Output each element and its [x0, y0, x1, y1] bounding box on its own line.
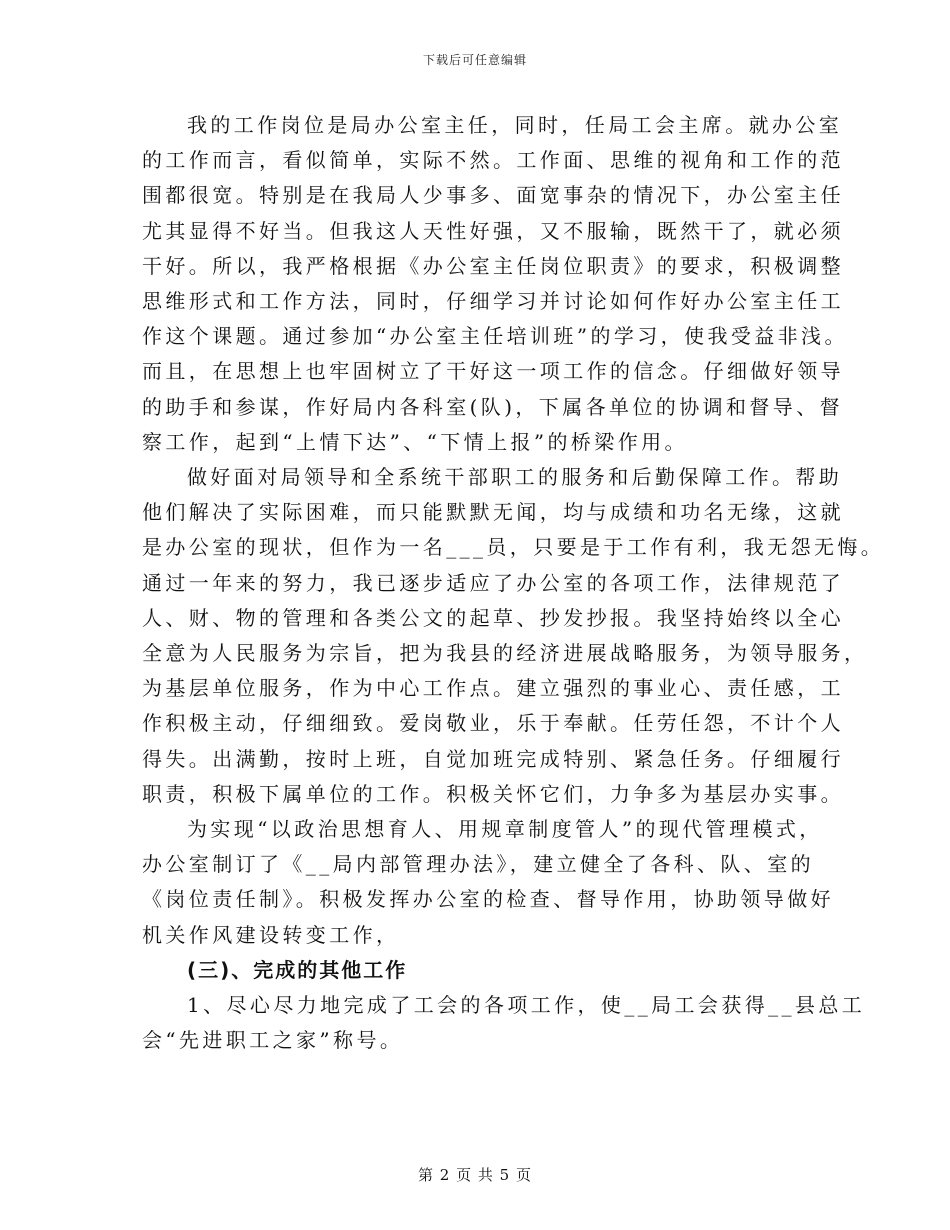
text-line: 办公室制订了《__局内部管理办法》，建立健全了各科、队、室的 — [142, 852, 814, 877]
text-line: 干好。所以，我严格根据《办公室主任岗位职责》的要求，积极调整 — [142, 253, 844, 278]
text-line: 的工作而言，看似简单，实际不然。工作面、思维的视角和工作的范 — [142, 148, 844, 173]
text-line: 他们解决了实际困难，而只能默默无闻，均与成绩和功名无缘，这就 — [142, 500, 844, 525]
text-line: 察工作，起到“上情下达”、“下情上报”的桥梁作用。 — [142, 429, 688, 454]
text-line: 机关作风建设转变工作， — [142, 922, 400, 947]
text-line: 职责，积极下属单位的工作。积极关怀它们，力争多为基层办实事。 — [142, 781, 844, 806]
text-line: 是办公室的现状，但作为一名___员，只要是于工作有利，我无怨无悔。 — [142, 535, 885, 560]
text-line: 思维形式和工作方法，同时，仔细学习并讨论如何作好办公室主任工 — [142, 289, 844, 314]
text-line: 我的工作岗位是局办公室主任，同时，任局工会主席。就办公室 — [187, 113, 843, 137]
page-number: 第 2 页 共 5 页 — [418, 1166, 532, 1184]
text-line: 作积极主动，仔细细致。爱岗敬业，乐于奉献。任劳任怨，不计个人 — [142, 711, 844, 736]
section-heading: (三)、完成的其他工作 — [187, 957, 408, 982]
text-line: 做好面对局领导和全系统干部职工的服务和后勤保障工作。帮助 — [187, 465, 843, 490]
text-line: 会“先进职工之家”称号。 — [142, 1028, 404, 1053]
text-line: 得失。出满勤，按时上班，自觉加班完成特别、紧急任务。仔细履行 — [142, 746, 844, 771]
text-line: 《岗位责任制》。积极发挥办公室的检查、督导作用，协助领导做好 — [142, 887, 834, 912]
text-line: 通过一年来的努力，我已逐步适应了办公室的各项工作，法律规范了 — [142, 570, 844, 595]
text-line: 1、尽心尽力地完成了工会的各项工作，使__局工会获得__县总工 — [187, 993, 866, 1018]
text-line: 而且，在思想上也牢固树立了干好这一项工作的信念。仔细做好领导 — [142, 359, 844, 384]
text-line: 尤其显得不好当。但我这人天性好强，又不服输，既然干了，就必须 — [142, 218, 844, 243]
text-line: 围都很宽。特别是在我局人少事多、面宽事杂的情况下，办公室主任 — [142, 183, 844, 208]
text-line: 的助手和参谋，作好局内各科室(队)，下属各单位的协调和督导、督 — [142, 394, 844, 419]
text-line: 作这个课题。通过参加“办公室主任培训班”的学习，使我受益非浅。 — [142, 324, 848, 349]
document-body — [142, 108, 885, 1058]
page-header: 下载后可任意编辑 — [422, 53, 527, 67]
text-line: 全意为人民服务为宗旨，把为我县的经济进展战略服务，为领导服务， — [142, 641, 868, 666]
text-line: 为实现“以政治思想育人、用规章制度管人”的现代管理模式， — [187, 817, 823, 842]
text-line: 人、财、物的管理和各类公文的起草、抄发抄报。我坚持始终以全心 — [142, 605, 844, 630]
text-line: 为基层单位服务，作为中心工作点。建立强烈的事业心、责任感，工 — [142, 676, 844, 701]
